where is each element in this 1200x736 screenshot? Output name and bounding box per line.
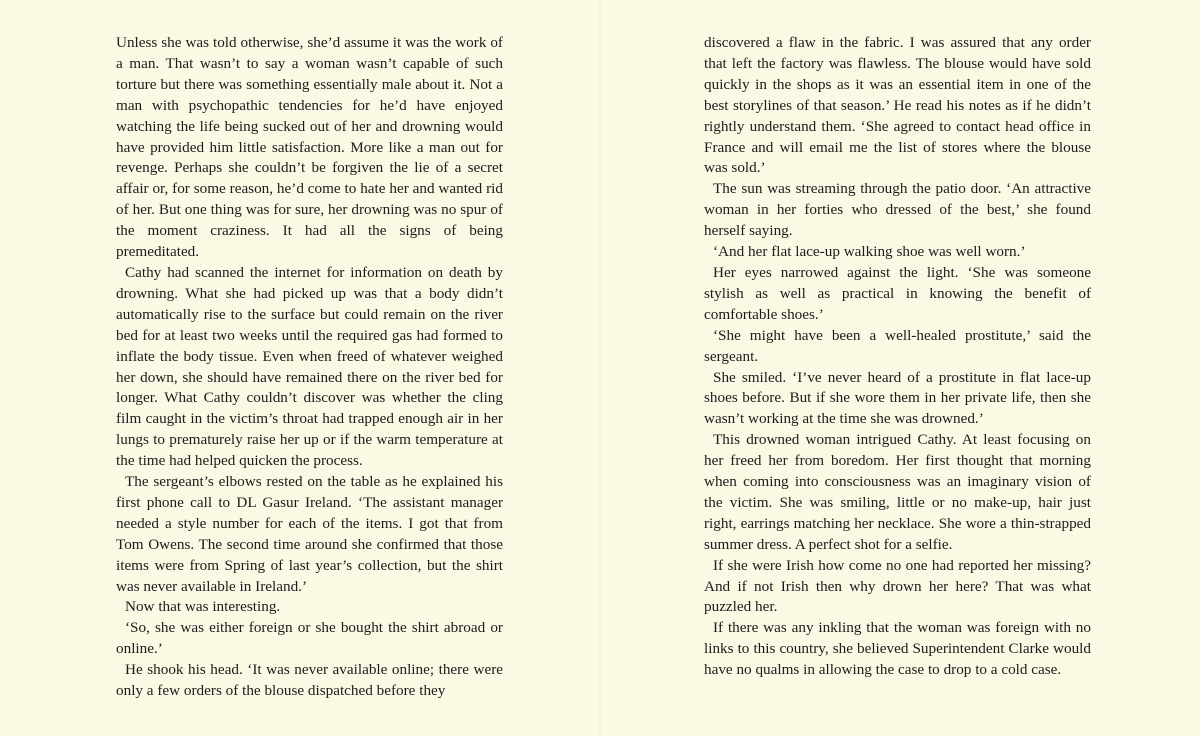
paragraph: ‘So, she was either foreign or she bought the shirt abroad or online.’ (116, 619, 503, 658)
paragraph: He shook his head. ‘It was never available online; there were only a few orders of the blouse dispatched before they (116, 661, 503, 700)
paragraph: This drowned woman intrigued Cathy. At least focusing on her freed her from boredom. Her first thought that morning when coming into consciousness was an imaginary vision of the victim. She was smiling, little or no make-up, hair just right, earrings matching her necklace. She wore a thin-strapped summer dress. A perfect shot for a selfie. (704, 431, 1091, 553)
paragraph: If there was any inkling that the woman was foreign with no links to this country, she believed Superintendent Clarke would have no qualms in allowing the case to drop to a cold case. (704, 619, 1091, 679)
paragraph: The sergeant’s elbows rested on the table as he explained his first phone call to DL Gasur Ireland. ‘The assistant manager needed a style number for each of the items. I got that from Tom Owens. The second time around she confirmed that those items were from Spring of last year’s collection, but the shirt was never available in Ireland.’ (116, 473, 503, 595)
paragraph: She smiled. ‘I’ve never heard of a prostitute in flat lace-up shoes before. But if she wore them in her private life, then she wasn’t working at the time she was drowned.’ (704, 368, 1091, 428)
paragraph: ‘She might have been a well-healed prostitute,’ said the sergeant. (704, 326, 1091, 365)
paragraph: ‘And her flat lace-up walking shoe was well worn.’ (713, 243, 1026, 261)
left-page-text (116, 33, 503, 702)
paragraph: The sun was streaming through the patio door. ‘An attractive woman in her forties who dressed of the best,’ she found herself saying. (704, 180, 1091, 240)
paragraph: Unless she was told otherwise, she’d assume it was the work of a man. That wasn’t to say a woman wasn’t capable of such torture but there was something essentially male about it. Not a man with psychopathic tendencies for he’d have enjoyed watching the life being sucked out of her and drowning would have provided him little satisfaction. More like a man out for revenge. Perhaps she couldn’t be forgiven the lie of a secret affair or, for some reason, he’d come to hate her and wanted rid of her. But one thing was for sure, her drowning was no spur of the moment craziness. It had all the signs of being premeditated. (116, 34, 503, 261)
right-page-text (704, 33, 1091, 681)
paragraph: If she were Irish how come no one had reported her missing? And if not Irish then why drown her here? That was what puzzled her. (704, 556, 1091, 616)
paragraph: discovered a flaw in the fabric. I was assured that any order that left the factory was flawless. The blouse would have sold quickly in the shops as it was an essential item in one of the best storylines of that season.’ He read his notes as if he didn’t rightly understand them. ‘She agreed to contact head office in France and will email me the list of stores where the blouse was sold.’ (704, 34, 1091, 177)
paragraph: Her eyes narrowed against the light. ‘She was someone stylish as well as practical in knowing the benefit of comfortable shoes.’ (704, 263, 1091, 323)
paragraph: Cathy had scanned the internet for information on death by drowning. What she had picked up was that a body didn’t automatically rise to the surface but could remain on the river bed for at least two weeks until the required gas had formed to inflate the body tissue. Even when freed of whatever weighed her down, she should have remained there on the river bed for longer. What Cathy couldn’t discover was whether the cling film caught in the victim’s throat had trapped enough air in her lungs to prematurely raise her up or if the warm temperature at the time had helped quicken the process. (116, 263, 503, 470)
right-page (600, 0, 1200, 736)
paragraph: Now that was interesting. (125, 598, 281, 616)
